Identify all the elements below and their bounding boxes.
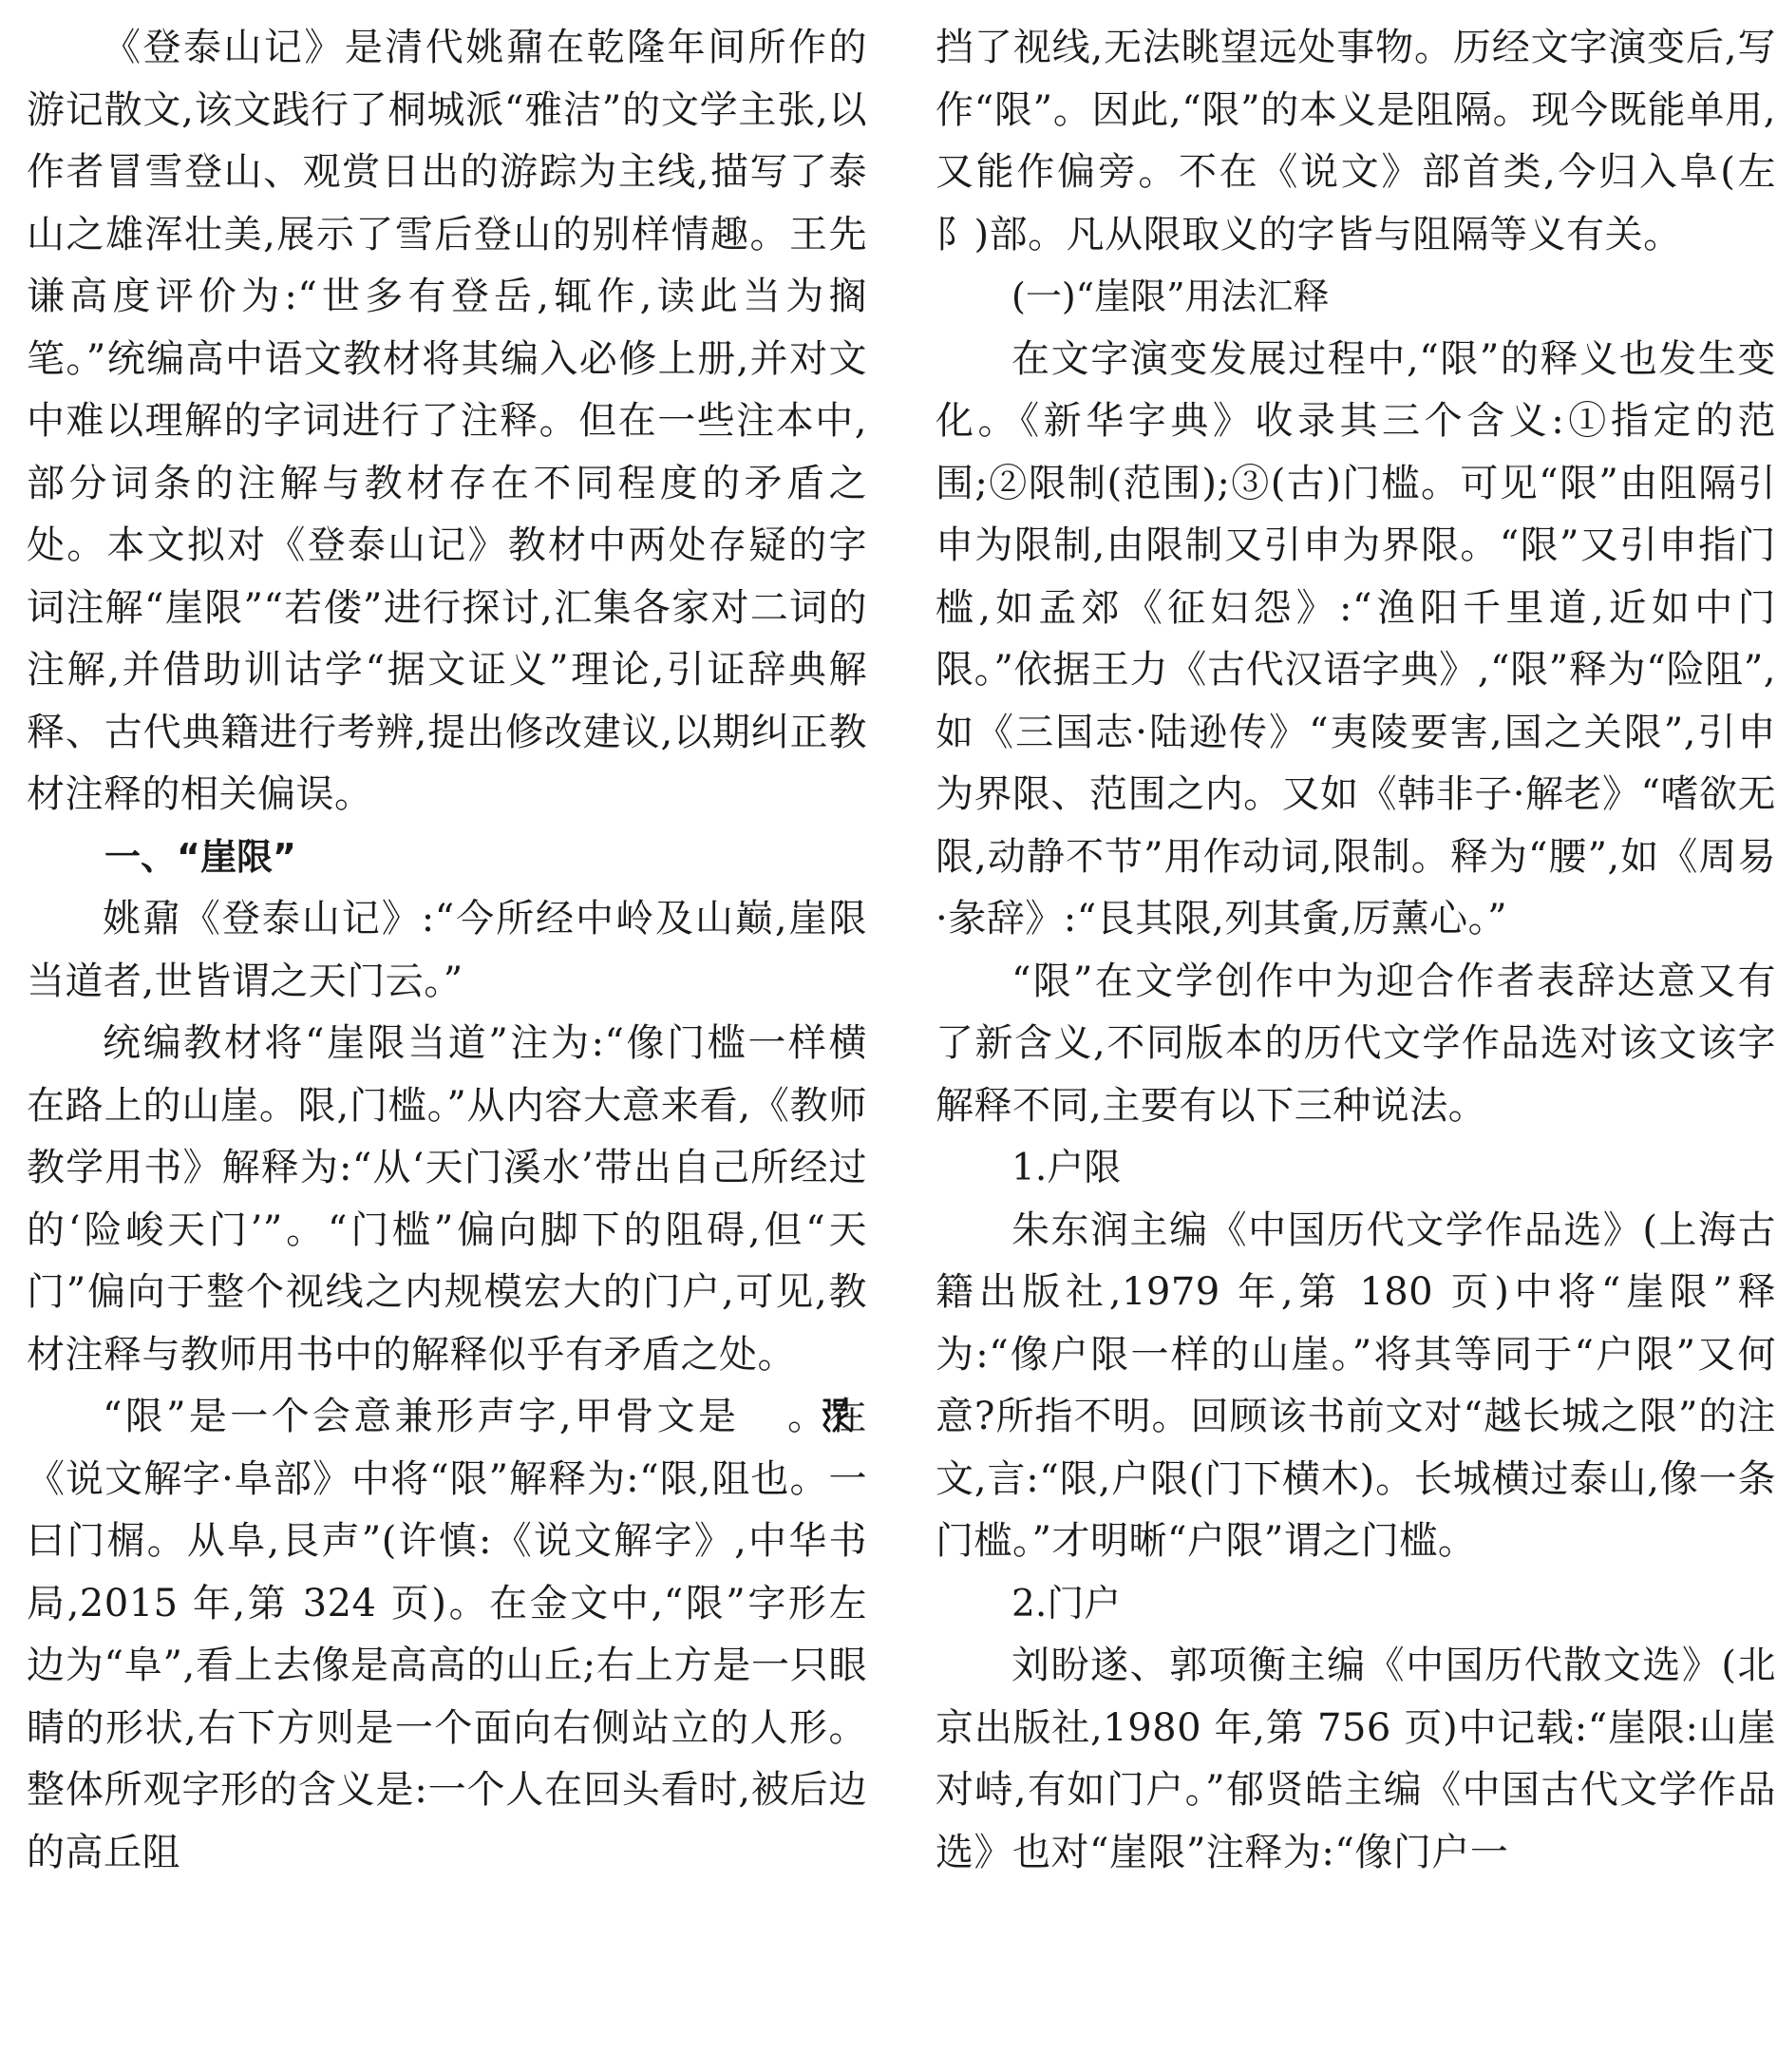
paragraph-three-views: “限”在文学创作中为迎合作者表辞达意又有了新含义,不同版本的历代文学作品选对该文该字解释不同,主要有以下三种说法。 [936,959,1776,1128]
item-heading-menhu: 2.门户 [1011,1582,1122,1625]
subsection-heading-usage: (一)“崖限”用法汇释 [1011,276,1330,317]
section-heading-yaxian: 一、“崖限” [104,835,296,878]
paragraph-huxian: 朱东润主编《中国历代文学作品选》(上海古籍出版社,1979 年,第 180 页)中将“崖限”释为:“像户限一样的山崖。”将其等同于“户限”又何意?所指不明。回顾该书前文对“越长城之限”的注文,言:“限,户限(门下横木)。长城横过泰山,像一条门槛。”才明晰“户限”谓之门槛。 [936,1207,1776,1563]
etymology-text-b: 。在《说文解字·阜部》中将“限”解释为:“限,阻也。一曰门榍。从阜,艮声”(许慎:《说文解字》,中华书局,2015 年,第 324 页)。在金文中,“限”字形左边为“阜”,看上去像是高高的山丘;右上方是一只眼睛的形状,右下方则是一个面向右侧站立的人形。整体所观字形的含义是:一个人在回头看时,被后边的高丘阻 [27,1395,867,1874]
left-column [27,17,867,1884]
paragraph-meanings: 在文字演变发展过程中,“限”的释义也发生变化。《新华字典》收录其三个含义:①指定的范围;②限制(范围);③(古)门槛。可见“限”由阻隔引申为限制,由限制又引申为界限。“限”又引申指门槛,如孟郊《征妇怨》:“渔阳千里道,近如中门限。”依据王力《古代汉语字典》,“限”释为“险阻”,如《三国志·陆逊传》“夷陵要害,国之关限”,引申为界限、范围之内。又如《韩非子·解老》“嗜欲无限,动静不节”用作动词,限制。释为“腰”,如《周易·彖辞》:“艮其限,列其夤,厉薰心。” [936,336,1776,941]
paragraph-textbook-note: 统编教材将“崖限当道”注为:“像门槛一样横在路上的山崖。限,门槛。”从内容大意来看,《教师教学用书》解释为:“从‘天门溪水’带出自己所经过的‘险峻天门’”。“门槛”偏向脚下的阻碍,但“天门”偏向于整个视线之内规模宏大的门户,可见,教材注释与教师用书中的解释似乎有矛盾之处。 [27,1021,867,1377]
etymology-text-a: “限”是一个会意兼形声字,甲骨文是 [103,1395,740,1438]
paragraph-intro: 《登泰山记》是清代姚鼐在乾隆年间所作的游记散文,该文践行了桐城派“雅洁”的文学主张,以作者冒雪登山、观赏日出的游踪为主线,描写了泰山之雄浑壮美,展示了雪后登山的别样情趣。王先谦高度评价为:“世多有登岳,辄作,读此当为搁笔。”统编高中语文教材将其编入必修上册,并对文中难以理解的字词进行了注释。但在一些注本中,部分词条的注解与教材存在不同程度的矛盾之处。本文拟对《登泰山记》教材中两处存疑的字词注解“崖限”“若偻”进行探讨,汇集各家对二词的注解,并借助训诂学“据文证义”理论,引证辞典解释、古代典籍进行考辨,提出修改建议,以期纠正教材注释的相关偏误。 [27,26,867,816]
item-heading-huxian: 1.户限 [1011,1147,1122,1189]
oracle-bone-glyph-icon [745,1392,779,1430]
paragraph-quote: 姚鼐《登泰山记》:“今所经中岭及山巅,崖限当道者,世皆谓之天门云。” [27,897,867,1003]
paragraph-xian-etymology [27,1386,867,1884]
paragraph-continuation: 挡了视线,无法眺望远处事物。历经文字演变后,写作“限”。因此,“限”的本义是阻隔。现今既能单用,又能作偏旁。不在《说文》部首类,今归入阜(左阝)部。凡从限取义的字皆与阻隔等义有关。 [936,26,1776,257]
paragraph-menhu: 刘盼遂、郭项衡主编《中国历代散文选》(北京出版社,1980 年,第 756 页)中记载:“崖限:山崖对峙,有如门户。”郁贤皓主编《中国古代文学作品选》也对“崖限”注释为:“像门户一 [936,1644,1776,1874]
right-column [936,17,1776,1884]
